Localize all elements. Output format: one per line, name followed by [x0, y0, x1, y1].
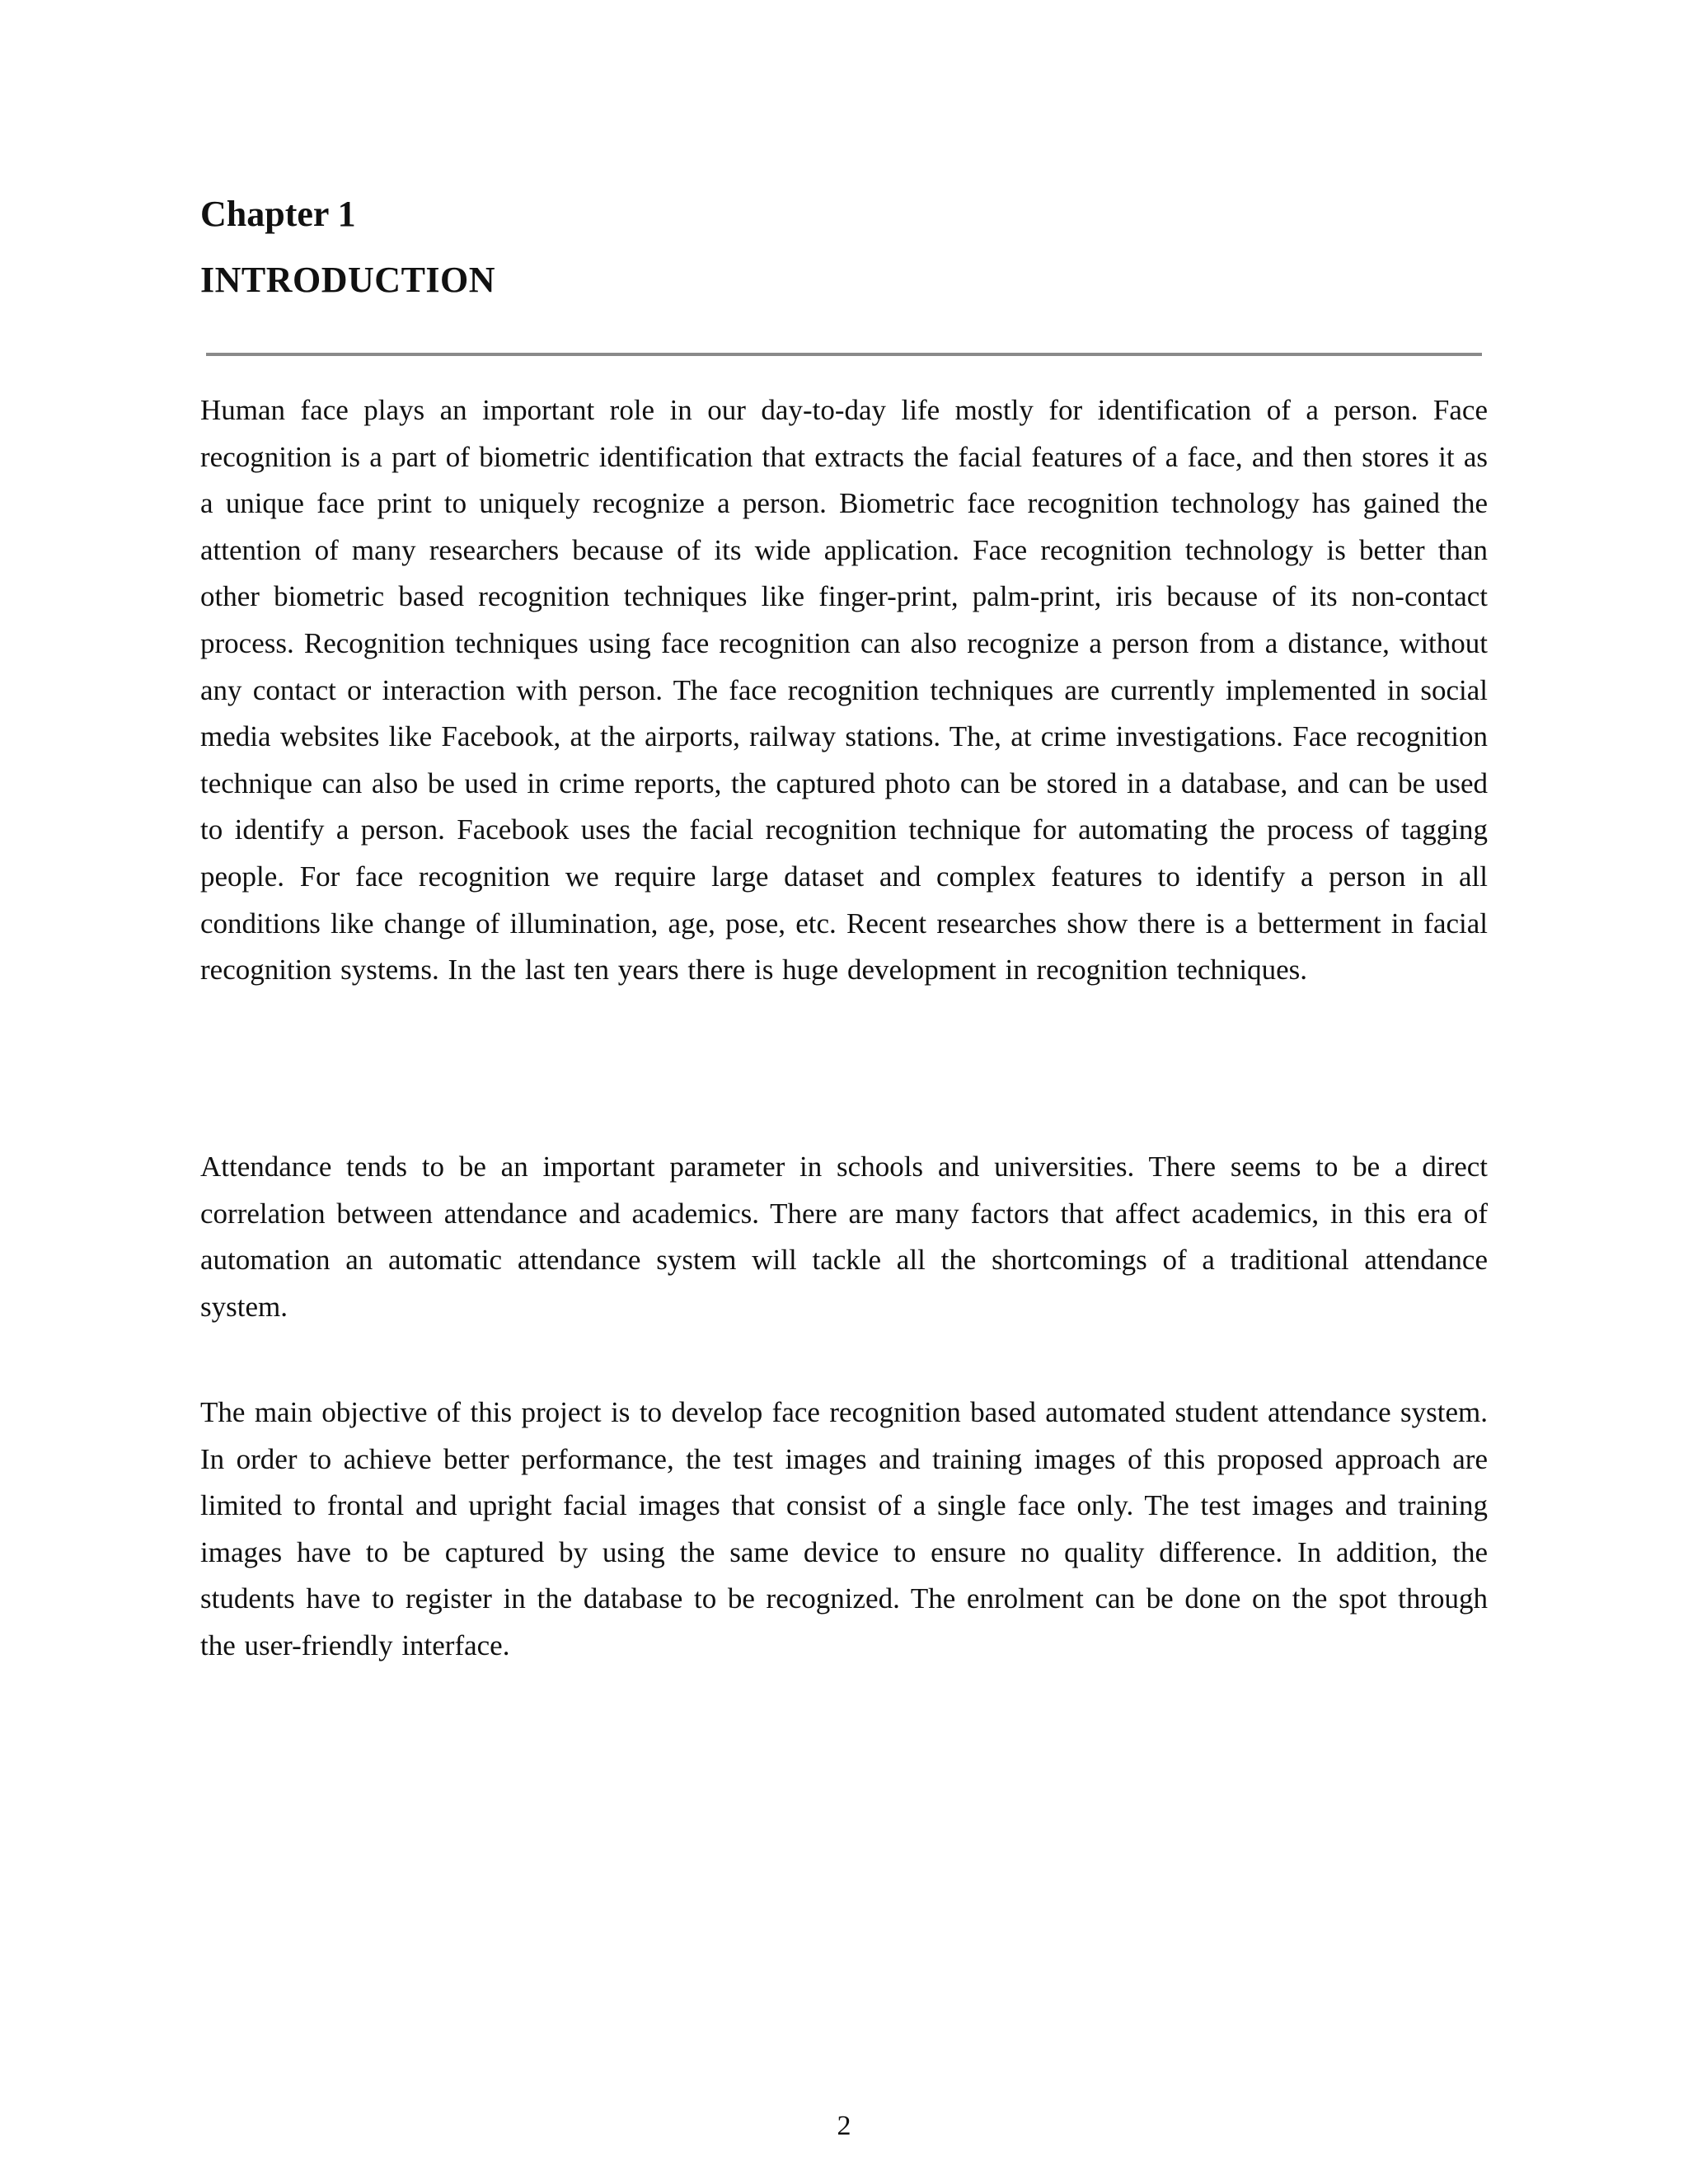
chapter-title: INTRODUCTION	[200, 260, 496, 300]
paragraph-attendance: Attendance tends to be an important parameter in schools and universities. There seems to be a direct correlation between attendance and academics. There are many factors that affect academics, in this era of automation an automatic attendance system will tackle all the shortcomings of a traditional attendance system.	[200, 1151, 1488, 1323]
chapter-number: Chapter 1	[200, 194, 356, 234]
title-divider	[206, 353, 1482, 356]
page-number: 2	[837, 2111, 851, 2141]
paragraph-introduction: Human face plays an important role in our day-to-day life mostly for identification of a person. Face recognition is a part of biometric identification that extracts the facial features of a face, and then stores it as a unique face print to uniquely recognize a person. Biometric face recognition technology has gained the attention of many researchers because of its wide application. Face recognition technology is better than other biometric based recognition techniques like finger-print, palm-print, iris because of its non-contact process. Recognition techniques using face recognition can also recognize a person from a distance, without any contact or interaction with person. The face recognition techniques are currently implemented in social media websites like Facebook, at the airports, railway stations. The, at crime investigations. Face recognition technique can also be used in crime reports, the captured photo can be stored in a database, and can be used to identify a person. Facebook uses the facial recognition technique for automating the process of tagging people. For face recognition we require large dataset and complex features to identify a person in all conditions like change of illumination, age, pose, etc. Recent researches show there is a betterment in facial recognition systems. In the last ten years there is huge development in recognition techniques.	[200, 394, 1488, 987]
paragraph-objective: The main objective of this project is to develop face recognition based automated student attendance system. In order to achieve better performance, the test images and training images of this proposed approach are limited to frontal and upright facial images that consist of a single face only. The test images and training images have to be captured by using the same device to ensure no quality difference. In addition, the students have to register in the database to be recognized. The enrolment can be done on the spot through the user-friendly interface.	[200, 1396, 1488, 1661]
